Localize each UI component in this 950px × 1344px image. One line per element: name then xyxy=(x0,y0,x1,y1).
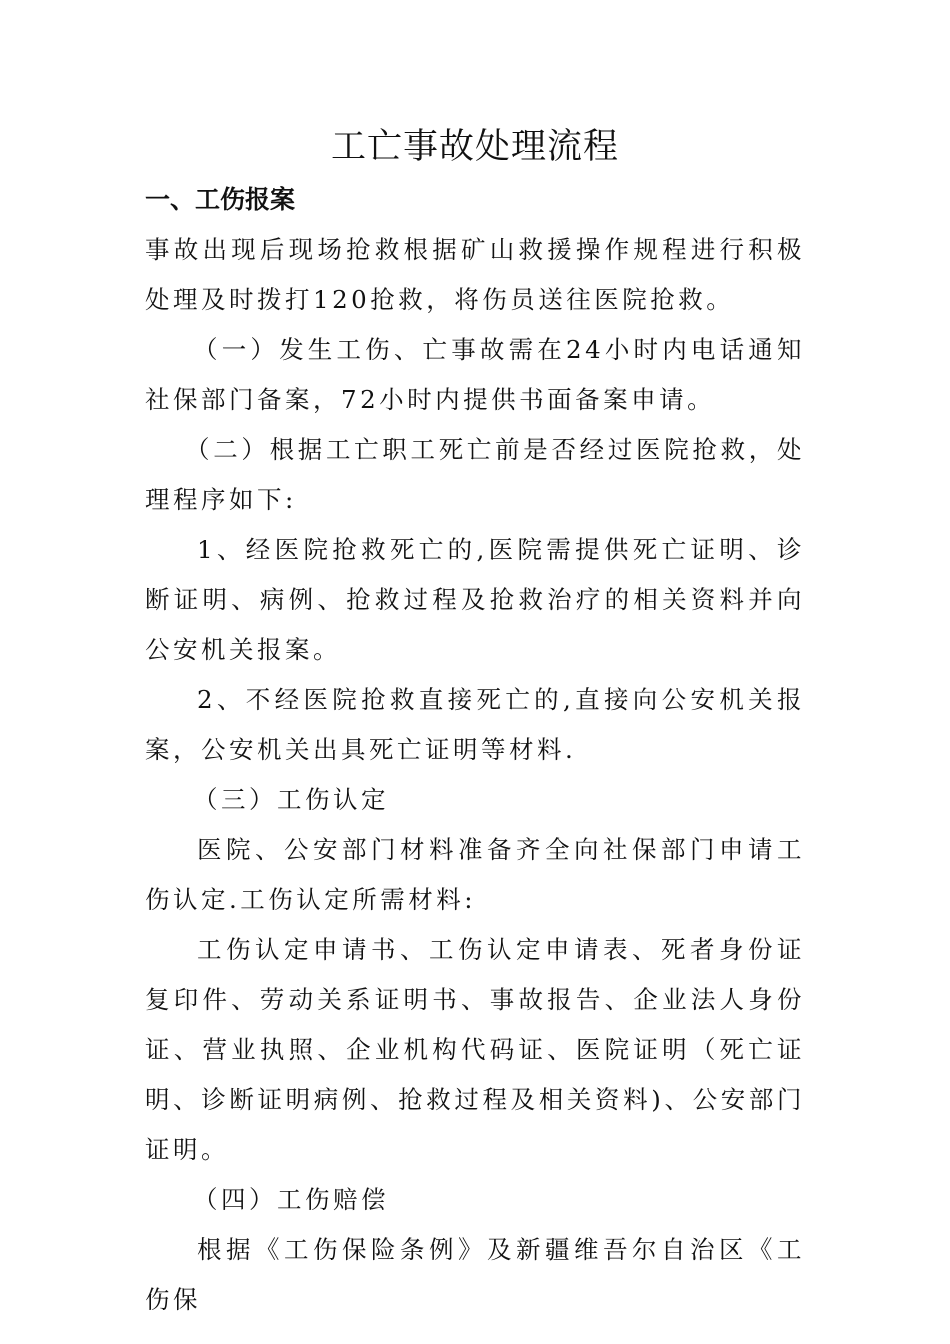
paragraph-hospital-death: 1、经医院抢救死亡的,医院需提供死亡证明、诊断证明、病例、抢救过程及抢救治疗的相关资料并向公安机关报案。 xyxy=(145,535,805,664)
paragraph-regulations: 根据《工伤保险条例》及新疆维吾尔自治区《工伤保 xyxy=(145,1235,805,1314)
paragraph-compensation: （四）工伤赔偿 xyxy=(193,1185,389,1214)
paragraph-procedure: （二）根据工亡职工死亡前是否经过医院抢救，处理程序如下: xyxy=(145,435,805,514)
paragraph-direct-death: 2、不经医院抢救直接死亡的,直接向公安机关报案，公安机关出具死亡证明等材料. xyxy=(145,685,805,764)
paragraph-notify: （一）发生工伤、亡事故需在24小时内电话通知社保部门备案，72小时内提供书面备案申请。 xyxy=(145,335,805,414)
section-heading-report: 一、工伤报案 xyxy=(145,185,296,214)
paragraph-materials: 工伤认定申请书、工伤认定申请表、死者身份证复印件、劳动关系证明书、事故报告、企业法人身份证、营业执照、企业机构代码证、医院证明（死亡证明、诊断证明病例、抢救过程及相关资料)、公安部门证明。 xyxy=(145,935,805,1164)
paragraph-injury-identification: （三）工伤认定 xyxy=(193,785,389,814)
document-body xyxy=(145,225,805,1325)
paragraph-rescue: 事故出现后现场抢救根据矿山救援操作规程进行积极处理及时拨打120抢救，将伤员送往医院抢救。 xyxy=(145,235,805,314)
document-title: 工亡事故处理流程 xyxy=(330,127,619,167)
paragraph-apply: 医院、公安部门材料准备齐全向社保部门申请工伤认定.工伤认定所需材料: xyxy=(145,835,805,914)
